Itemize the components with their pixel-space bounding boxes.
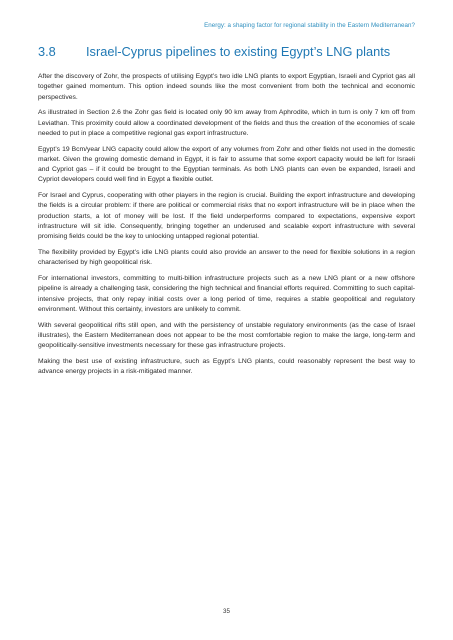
- section-number: 3.8: [38, 44, 56, 59]
- paragraph: The flexibility provided by Egypt’s idle LNG plants could also provide an answer to the need for flexible solutions in a region characterised by high geopolitical risk.: [38, 249, 415, 267]
- paragraph: For Israel and Cyprus, cooperating with other players in the region is crucial. Building the export infrastructure and developing the fields is a circular problem: if there are political or commercial risks that no export infrastructure will be in place when the production starts, a lot of money will be lost. If the field underperforms compared to expectations, expensive export infrastructure will sit idle. Consequently, bringing together an underused and scalable export infrastructure with several promising fields could be the key to unlocking untapped regional potential.: [38, 192, 415, 241]
- paragraph: As illustrated in Section 2.6 the Zohr gas field is located only 90 km away from Aphrodite, which in turn is only 7 km off from Leviathan. This proximity could allow a coordinated development of the fields and thus the creation of the economies of scale needed to put in place a competitive regional gas export infrastructure.: [38, 109, 415, 137]
- paragraph: Making the best use of existing infrastructure, such as Egypt’s LNG plants, could reasonably represent the best way to advance energy projects in a risk-mitigated manner.: [38, 357, 415, 376]
- section-title: Israel-Cyprus pipelines to existing Egypt’s LNG plants: [86, 44, 391, 59]
- section-heading: [38, 44, 415, 59]
- paragraph: With several geopolitical rifts still open, and with the persistency of unstable regulatory environments (as the case of Israel illustrates), the Eastern Mediterranean does not appear to be the most comfortable region to make the large, long-term and geopolitically-sensitive investments necessary for these gas infrastructure projects.: [38, 321, 415, 350]
- body-text: [38, 72, 415, 383]
- page-number: 35: [223, 608, 230, 615]
- paragraph: Egypt’s 19 Bcm/year LNG capacity could allow the export of any volumes from Zohr and other fields not used in the domestic market. Given the growing domestic demand in Egypt, it is fair to assume that some export capacity would be left for Israeli and Cypriot gas – if it could be brought to the Egyptian terminals. As both LNG plants can even be expanded, Israeli and Cypriot developers could well find in Egypt a flexible outlet.: [38, 145, 415, 184]
- paragraph: For international investors, committing to multi-billion infrastructure projects such as a new LNG plant or a new offshore pipeline is already a challenging task, considering the high technical and financial efforts required. Committing to such capital-intensive projects, that only repay initial costs over a long period of time, requires a stable geopolitical and regulatory environment. Without this certainty, investors are unlikely to commit.: [38, 275, 415, 313]
- paragraph: After the discovery of Zohr, the prospects of utilising Egypt’s two idle LNG plants to export Egyptian, Israeli and Cypriot gas all together gained momentum. This option indeed sounds like the most convenient from both the technical and economic perspectives.: [38, 73, 415, 101]
- running-header: Energy: a shaping factor for regional stability in the Eastern Mediterranean?: [204, 22, 415, 29]
